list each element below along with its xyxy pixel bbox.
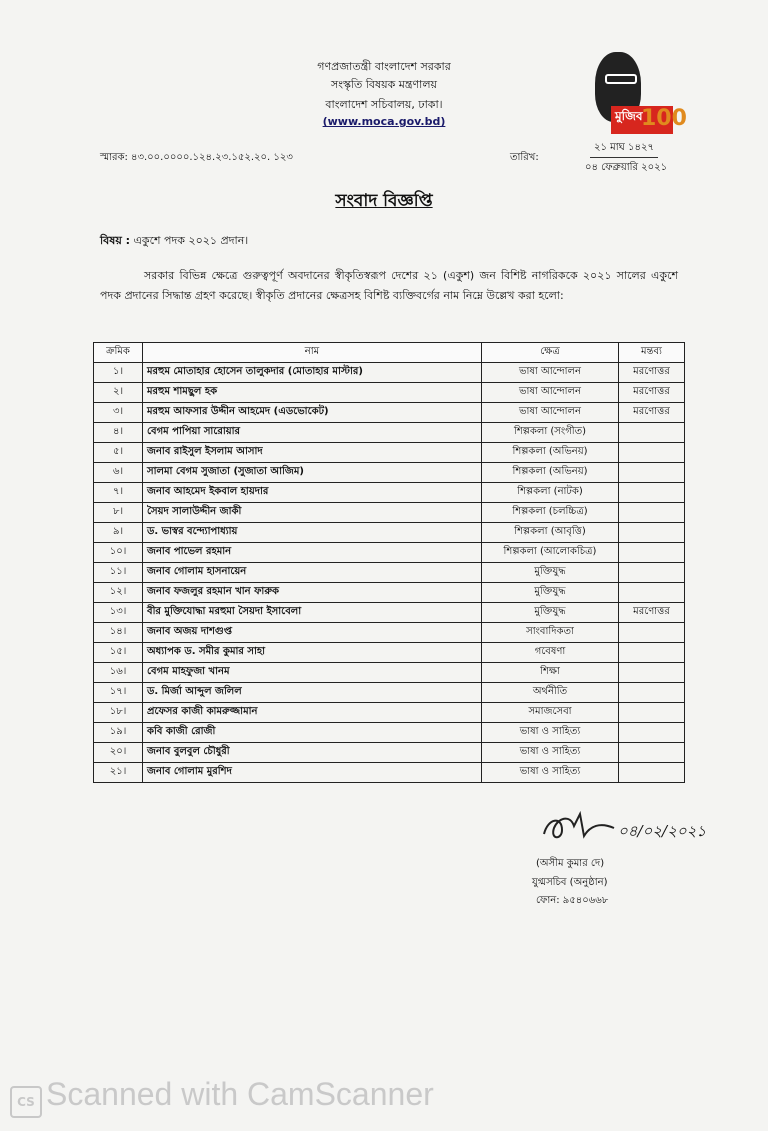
cell-name: জনাব গোলাম মুরশিদ <box>143 763 482 783</box>
cell-serial: ৫। <box>94 443 143 463</box>
cell-serial: ১১। <box>94 563 143 583</box>
table-row <box>94 683 685 703</box>
header-field: ক্ষেত্র <box>482 343 619 363</box>
header-remarks: মন্তব্য <box>619 343 685 363</box>
cell-remarks: মরণোত্তর <box>619 363 685 383</box>
cell-name: জনাব গোলাম হাসনায়েন <box>143 563 482 583</box>
cell-serial: ৬। <box>94 463 143 483</box>
cell-name: জনাব অজয় দাশগুপ্ত <box>143 623 482 643</box>
signature <box>540 808 710 848</box>
cell-field: শিল্পকলা (চলচ্চিত্র) <box>482 503 619 523</box>
table-row <box>94 463 685 483</box>
cell-name: ড. মির্জা আব্দুল জলিল <box>143 683 482 703</box>
cell-field: শিক্ষা <box>482 663 619 683</box>
cell-field: মুক্তিযুদ্ধ <box>482 563 619 583</box>
cell-serial: ১৮। <box>94 703 143 723</box>
cell-remarks <box>619 763 685 783</box>
table-row <box>94 583 685 603</box>
cell-field: শিল্পকলা (নাটক) <box>482 483 619 503</box>
header-serial: ক্রমিক <box>94 343 143 363</box>
logo-number: 100 <box>641 106 687 131</box>
cell-name: জনাব পাভেল রহমান <box>143 543 482 563</box>
memo-reference: স্মারক: ৪৩.০০.০০০০.১২৪.২৩.১৫২.২০. ১২৩ <box>100 152 293 163</box>
table-row <box>94 483 685 503</box>
cell-serial: ১৬। <box>94 663 143 683</box>
mujib-100-logo <box>583 48 687 140</box>
cell-serial: ১৫। <box>94 643 143 663</box>
table-row <box>94 643 685 663</box>
table-row <box>94 503 685 523</box>
cell-serial: ১৩। <box>94 603 143 623</box>
cell-serial: ৯। <box>94 523 143 543</box>
cell-remarks <box>619 443 685 463</box>
cell-name: অধ্যাপক ড. সমীর কুমার সাহা <box>143 643 482 663</box>
cell-remarks <box>619 703 685 723</box>
cell-remarks <box>619 503 685 523</box>
cell-name: মরহুম আফসার উদ্দীন আহমেদ (এডভোকেট) <box>143 403 482 423</box>
signatory-designation: যুগ্মসচিব (অনুষ্ঠান) <box>532 877 608 888</box>
cell-remarks <box>619 523 685 543</box>
table-row <box>94 543 685 563</box>
header-name: নাম <box>143 343 482 363</box>
cell-remarks <box>619 643 685 663</box>
cell-field: ভাষা ও সাহিত্য <box>482 743 619 763</box>
cell-serial: ২১। <box>94 763 143 783</box>
subject-label: বিষয় : <box>100 234 131 247</box>
cell-field: ভাষা ও সাহিত্য <box>482 723 619 743</box>
subject-text: একুশে পদক ২০২১ প্রদান। <box>130 234 249 247</box>
cell-serial: ১৯। <box>94 723 143 743</box>
table-row <box>94 763 685 783</box>
cell-field: অর্থনীতি <box>482 683 619 703</box>
cell-serial: ১২। <box>94 583 143 603</box>
table-row <box>94 563 685 583</box>
cell-remarks: মরণোত্তর <box>619 383 685 403</box>
logo-text: মুজিব <box>611 106 673 134</box>
cell-remarks <box>619 423 685 443</box>
cell-field: সাংবাদিকতা <box>482 623 619 643</box>
cell-name: জনাব বুলবুল চৌধুরী <box>143 743 482 763</box>
header-ministry: সংস্কৃতি বিষয়ক মন্ত্রণালয় <box>330 78 438 91</box>
cell-serial: ৪। <box>94 423 143 443</box>
cell-remarks <box>619 743 685 763</box>
signatory-name: (অসীম কুমার দে) <box>536 858 605 869</box>
table-row <box>94 603 685 623</box>
signatory-phone: ফোন: ৯৫৪০৬৬৮ <box>536 895 609 906</box>
cell-name: জনাব ফজলুর রহমান খান ফারুক <box>143 583 482 603</box>
signature-date: ০৪/০২/২০২১ <box>618 822 707 840</box>
cell-name: বীর মুক্তিযোদ্ধা মরহুমা সৈয়দা ইসাবেলা <box>143 603 482 623</box>
header-government: গণপ্রজাতন্ত্রী বাংলাদেশ সরকার <box>317 60 451 73</box>
table-row <box>94 443 685 463</box>
cell-serial: ১৭। <box>94 683 143 703</box>
cell-field: শিল্পকলা (সংগীত) <box>482 423 619 443</box>
table-row <box>94 523 685 543</box>
table-row <box>94 403 685 423</box>
glasses-icon <box>605 74 637 84</box>
subject-line <box>100 232 248 251</box>
cell-field: ভাষা আন্দোলন <box>482 383 619 403</box>
cell-remarks <box>619 583 685 603</box>
cell-remarks: মরণোত্তর <box>619 403 685 423</box>
cell-serial: ২০। <box>94 743 143 763</box>
cell-field: সমাজসেবা <box>482 703 619 723</box>
cell-field: শিল্পকলা (অভিনয়) <box>482 463 619 483</box>
cell-field: শিল্পকলা (আবৃত্তি) <box>482 523 619 543</box>
cell-serial: ২। <box>94 383 143 403</box>
cell-field: মুক্তিযুদ্ধ <box>482 583 619 603</box>
cell-name: ড. ভাস্বর বন্দ্যোপাধ্যায় <box>143 523 482 543</box>
body-paragraph: সরকার বিভিন্ন ক্ষেত্রে গুরুত্বপূর্ণ অবদানের স্বীকৃতিস্বরূপ দেশের ২১ (একুশ) জন বিশিষ্ট নাগরিককে ২০২১ সালের একুশে পদক প্রদানের সিদ্ধান্ত গ্রহণ করেছে। স্বীকৃতি প্রদানের ক্ষেত্রসহ বিশিষ্ট ব্যক্তিবর্গের নাম নিম্নে উল্লেখ করা হলো: <box>100 269 678 302</box>
cell-name: মরহুম মোতাহার হোসেন তালুকদার (মোতাহার মাস্টার) <box>143 363 482 383</box>
camscanner-icon: CS <box>10 1086 42 1118</box>
cell-remarks <box>619 723 685 743</box>
date-label: তারিখ: <box>510 152 539 163</box>
cell-field: ভাষা ও সাহিত্য <box>482 763 619 783</box>
cell-name: জনাব রাইসুল ইসলাম আসাদ <box>143 443 482 463</box>
date-english: ০৪ ফেব্রুয়ারি ২০২১ <box>585 162 668 173</box>
cell-remarks <box>619 463 685 483</box>
cell-serial: ১। <box>94 363 143 383</box>
cell-name: কবি কাজী রোজী <box>143 723 482 743</box>
table-row <box>94 383 685 403</box>
table-row <box>94 423 685 443</box>
table-header-row <box>94 343 685 363</box>
cell-serial: ১০। <box>94 543 143 563</box>
cell-field: মুক্তিযুদ্ধ <box>482 603 619 623</box>
cell-remarks: মরণোত্তর <box>619 603 685 623</box>
cell-name: মরহুম শামছুল হক <box>143 383 482 403</box>
header-secretariat: বাংলাদেশ সচিবালয়, ঢাকা। <box>325 98 443 111</box>
cell-field: শিল্পকলা (অভিনয়) <box>482 443 619 463</box>
cell-name: সালমা বেগম সুজাতা (সুজাতা আজিম) <box>143 463 482 483</box>
cell-field: শিল্পকলা (আলোকচিত্র) <box>482 543 619 563</box>
cell-field: ভাষা আন্দোলন <box>482 403 619 423</box>
cell-remarks <box>619 563 685 583</box>
table-row <box>94 663 685 683</box>
awardee-table <box>93 342 685 783</box>
cell-serial: ৮। <box>94 503 143 523</box>
cell-remarks <box>619 683 685 703</box>
cell-name: সৈয়দ সালাউদ্দীন জাকী <box>143 503 482 523</box>
cell-field: ভাষা আন্দোলন <box>482 363 619 383</box>
date-bangla: ২১ মাঘ ১৪২৭ <box>590 140 658 158</box>
cell-name: প্রফেসর কাজী কামরুজ্জামান <box>143 703 482 723</box>
cell-name: জনাব আহমেদ ইকবাল হায়দার <box>143 483 482 503</box>
cell-remarks <box>619 623 685 643</box>
table-row <box>94 623 685 643</box>
cell-field: গবেষণা <box>482 643 619 663</box>
cell-name: বেগম পাপিয়া সারোয়ার <box>143 423 482 443</box>
header-website-link[interactable]: (www.moca.gov.bd) <box>322 115 446 128</box>
table-row <box>94 723 685 743</box>
page-title: সংবাদ বিজ্ঞপ্তি <box>335 191 433 211</box>
signature-scribble-icon <box>540 808 620 848</box>
table-row <box>94 363 685 383</box>
cell-name: বেগম মাহফুজা খানম <box>143 663 482 683</box>
camscanner-watermark: Scanned with CamScanner <box>46 1076 434 1112</box>
table-row <box>94 703 685 723</box>
cell-remarks <box>619 663 685 683</box>
cell-remarks <box>619 483 685 503</box>
table-body <box>94 363 685 783</box>
cell-serial: ৭। <box>94 483 143 503</box>
cell-serial: ১৪। <box>94 623 143 643</box>
table-row <box>94 743 685 763</box>
cell-serial: ৩। <box>94 403 143 423</box>
cell-remarks <box>619 543 685 563</box>
